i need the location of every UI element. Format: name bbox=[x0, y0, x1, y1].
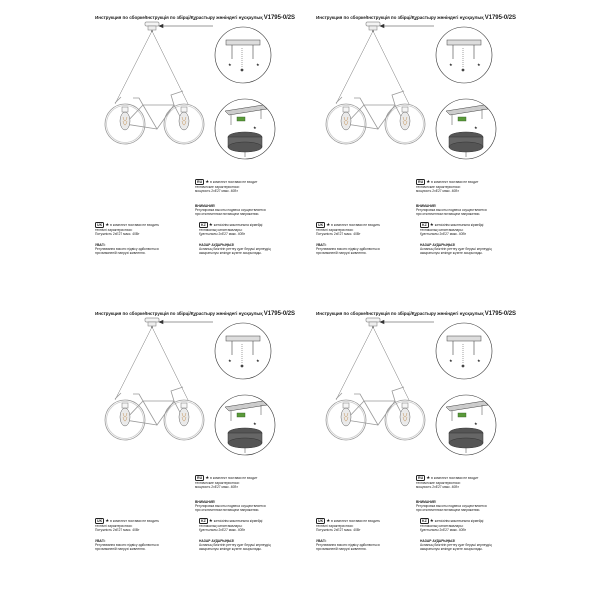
ru-warning-text-1: Регулировка высоты подвеса осуществляется bbox=[195, 208, 266, 212]
assembly-illustration bbox=[95, 317, 340, 477]
uk-warning-title: УВАГІ: bbox=[95, 539, 106, 543]
model-number: V1795-0/2S bbox=[263, 15, 295, 21]
bicycle-lamp-illustration bbox=[105, 387, 204, 440]
kz-star-note: жеткізілім жиынтығына кірмейді bbox=[213, 519, 263, 523]
ru-badge: RU bbox=[197, 180, 203, 184]
svg-text:★: ★ bbox=[449, 358, 453, 363]
mounting-bracket-icon bbox=[215, 27, 271, 83]
ru-warning-text-2: при отключенном питающем напряжении. bbox=[416, 508, 481, 512]
bicycle-lamp-illustration bbox=[326, 91, 425, 144]
canopy-mounting-icon bbox=[436, 99, 496, 159]
star-icon: ★ bbox=[105, 518, 110, 523]
kz-star-note: жеткізілім жиынтығына кірмейді bbox=[434, 519, 484, 523]
ru-spec-label: технические характеристики: bbox=[416, 481, 461, 485]
model-number: V1795-0/2S bbox=[484, 311, 516, 317]
uk-star-note: в комплект поставки не входить bbox=[110, 519, 160, 523]
kz-spec-value: Қуаттылығы 2xE27 макс. 40Вт bbox=[420, 232, 467, 236]
mounting-bracket-icon bbox=[436, 323, 492, 379]
star-icon: ★ bbox=[208, 518, 213, 523]
svg-text:★: ★ bbox=[474, 125, 478, 130]
kz-section bbox=[199, 518, 262, 532]
svg-text:★: ★ bbox=[253, 125, 257, 130]
header-title: Инструкция по сборке/Інструкція по збірці/Құрастыру жөніндегі нұсқаулық bbox=[95, 15, 263, 20]
star-icon: ★ bbox=[429, 518, 434, 523]
kz-spec-label: техникалық сипаттамалары: bbox=[199, 524, 243, 528]
ru-section bbox=[416, 475, 478, 489]
kz-warning-text-2: ажыратылуы кезінде жүзеге асырылады. bbox=[199, 251, 262, 255]
svg-text:★: ★ bbox=[474, 421, 478, 426]
star-icon: ★ bbox=[326, 222, 331, 227]
ceiling-canopy-icon bbox=[366, 318, 380, 328]
uk-section bbox=[316, 518, 380, 532]
bicycle-lamp-illustration bbox=[105, 91, 204, 144]
uk-section bbox=[95, 518, 159, 532]
ru-warning-title: ВНИМАНИЕ! bbox=[416, 500, 437, 504]
ru-star-note: в комплект поставки не входит bbox=[431, 476, 479, 480]
svg-text:★: ★ bbox=[477, 358, 481, 363]
ru-badge: RU bbox=[418, 180, 424, 184]
kz-warning bbox=[420, 539, 492, 551]
uk-star-note: в комплект поставки не входить bbox=[331, 223, 381, 227]
kz-badge: KZ bbox=[422, 519, 427, 523]
uk-warning-title: УВАГІ: bbox=[316, 539, 327, 543]
uk-warning bbox=[316, 243, 380, 255]
uk-badge: UK bbox=[97, 223, 103, 227]
svg-text:★: ★ bbox=[228, 358, 232, 363]
ru-warning-title: ВНИМАНИЕ! bbox=[195, 500, 216, 504]
ru-spec-value: мощность 2xE27 макс. 40Вт bbox=[416, 485, 459, 489]
canopy-mounting-icon bbox=[436, 395, 496, 455]
kz-section bbox=[199, 222, 262, 236]
ceiling-canopy-icon bbox=[366, 22, 380, 32]
instruction-sheet-top-left bbox=[95, 15, 340, 255]
ru-warning bbox=[416, 204, 487, 216]
uk-warning-text-2: при вимкненій напрузі живлення. bbox=[316, 251, 367, 255]
star-icon: ★ bbox=[429, 222, 434, 227]
ru-spec-value: мощность 2xE27 макс. 40Вт bbox=[195, 189, 238, 193]
ru-star-note: в комплект поставки не входит bbox=[210, 180, 258, 184]
ru-warning bbox=[195, 500, 266, 512]
kz-warning-text-2: ажыратылуы кезінде жүзеге асырылады. bbox=[199, 547, 262, 551]
uk-spec-value: Потужність 2xE27 макс. 40Вт bbox=[95, 232, 140, 236]
instruction-sheet-bottom-right bbox=[316, 311, 561, 551]
uk-warning-text-2: при вимкненій напрузі живлення. bbox=[316, 547, 367, 551]
uk-warning bbox=[95, 243, 159, 255]
ru-warning bbox=[416, 500, 487, 512]
kz-warning-text-1: Аспаның биіктігін реттеу қуат берушi кернеудің bbox=[199, 543, 271, 547]
kz-section bbox=[420, 518, 483, 532]
arrow-icon bbox=[159, 24, 213, 27]
header-title: Инструкция по сборке/Інструкція по збірці/Құрастыру жөніндегі нұсқаулық bbox=[316, 15, 484, 20]
uk-spec-label: технічні характеристики: bbox=[95, 524, 133, 528]
kz-spec-value: Қуаттылығы 2xE27 макс. 40Вт bbox=[199, 232, 246, 236]
mounting-bracket-icon bbox=[215, 323, 271, 379]
uk-spec-value: Потужність 2xE27 макс. 40Вт bbox=[316, 528, 361, 532]
ru-warning-text-2: при отключенном питающем напряжении. bbox=[195, 508, 260, 512]
kz-warning bbox=[199, 243, 271, 255]
svg-text:★: ★ bbox=[253, 421, 257, 426]
star-icon: ★ bbox=[426, 475, 431, 480]
star-icon: ★ bbox=[205, 179, 210, 184]
canopy-mounting-icon bbox=[215, 395, 275, 455]
ceiling-canopy-icon bbox=[145, 318, 159, 328]
ru-warning-text-2: при отключенном питающем напряжении. bbox=[416, 212, 481, 216]
star-icon: ★ bbox=[426, 179, 431, 184]
ru-warning bbox=[195, 204, 266, 216]
kz-warning bbox=[420, 243, 492, 255]
star-icon: ★ bbox=[105, 222, 110, 227]
kz-warning-text-2: ажыратылуы кезінде жүзеге асырылады. bbox=[420, 251, 483, 255]
uk-badge: UK bbox=[97, 519, 103, 523]
uk-spec-label: технічні характеристики: bbox=[316, 524, 354, 528]
uk-spec-value: Потужність 2xE27 макс. 40Вт bbox=[316, 232, 361, 236]
kz-spec-value: Қуаттылығы 2xE27 макс. 40Вт bbox=[199, 528, 246, 532]
model-number: V1795-0/2S bbox=[484, 15, 516, 21]
uk-warning-title: УВАГІ: bbox=[95, 243, 106, 247]
uk-warning-text-1: Регулювання висоти підвісу здійснюється bbox=[316, 543, 380, 547]
ru-spec-value: мощность 2xE27 макс. 40Вт bbox=[416, 189, 459, 193]
assembly-illustration bbox=[316, 317, 561, 477]
uk-warning-text-1: Регулювання висоти підвісу здійснюється bbox=[95, 543, 159, 547]
uk-section bbox=[95, 222, 159, 236]
kz-star-note: жеткізілім жиынтығына кірмейді bbox=[434, 223, 484, 227]
ru-spec-label: технические характеристики: bbox=[416, 185, 461, 189]
ru-warning-text-1: Регулировка высоты подвеса осуществляется bbox=[195, 504, 266, 508]
ru-warning-text-1: Регулировка высоты подвеса осуществляется bbox=[416, 504, 487, 508]
star-icon: ★ bbox=[205, 475, 210, 480]
ru-section bbox=[195, 475, 257, 489]
uk-warning-title: УВАГІ: bbox=[316, 243, 327, 247]
arrow-icon bbox=[159, 320, 213, 323]
uk-badge: UK bbox=[318, 519, 324, 523]
kz-spec-label: техникалық сипаттамалары: bbox=[420, 228, 464, 232]
instruction-sheet-top-right bbox=[316, 15, 561, 255]
kz-warning-title: НАЗАР АУДАРЫҢЫЗ! bbox=[420, 243, 456, 247]
ru-warning-text-1: Регулировка высоты подвеса осуществляется bbox=[416, 208, 487, 212]
canopy-mounting-icon bbox=[215, 99, 275, 159]
uk-badge: UK bbox=[318, 223, 324, 227]
kz-warning bbox=[199, 539, 271, 551]
uk-star-note: в комплект поставки не входить bbox=[331, 519, 381, 523]
arrow-icon bbox=[380, 320, 434, 323]
kz-warning-text-1: Аспаның биіктігін реттеу қуат берушi кернеудің bbox=[420, 543, 492, 547]
instruction-sheet-bottom-left bbox=[95, 311, 340, 551]
arrow-icon bbox=[380, 24, 434, 27]
ru-spec-value: мощность 2xE27 макс. 40Вт bbox=[195, 485, 238, 489]
uk-warning bbox=[95, 539, 159, 551]
kz-warning-text-1: Аспаның биіктігін реттеу қуат берушi кернеудің bbox=[420, 247, 492, 251]
ru-section bbox=[195, 179, 257, 193]
ru-spec-label: технические характеристики: bbox=[195, 185, 240, 189]
uk-warning-text-2: при вимкненій напрузі живлення. bbox=[95, 547, 146, 551]
uk-spec-value: Потужність 2xE27 макс. 40Вт bbox=[95, 528, 140, 532]
star-icon: ★ bbox=[326, 518, 331, 523]
ru-star-note: в комплект поставки не входит bbox=[431, 180, 479, 184]
kz-warning-text-1: Аспаның биіктігін реттеу қуат берушi кернеудің bbox=[199, 247, 271, 251]
uk-warning-text-2: при вимкненій напрузі живлення. bbox=[95, 251, 146, 255]
uk-warning-text-1: Регулювання висоти підвісу здійснюється bbox=[95, 247, 159, 251]
kz-warning-text-2: ажыратылуы кезінде жүзеге асырылады. bbox=[420, 547, 483, 551]
ru-star-note: в комплект поставки не входит bbox=[210, 476, 258, 480]
bicycle-lamp-illustration bbox=[326, 387, 425, 440]
kz-warning-title: НАЗАР АУДАРЫҢЫЗ! bbox=[420, 539, 456, 543]
kz-warning-title: НАЗАР АУДАРЫҢЫЗ! bbox=[199, 539, 235, 543]
uk-star-note: в комплект поставки не входить bbox=[110, 223, 160, 227]
uk-warning bbox=[316, 539, 380, 551]
kz-badge: KZ bbox=[201, 223, 206, 227]
kz-star-note: жеткізілім жиынтығына кірмейді bbox=[213, 223, 263, 227]
header-title: Инструкция по сборке/Інструкція по збірці/Құрастыру жөніндегі нұсқаулық bbox=[316, 311, 484, 316]
ru-warning-title: ВНИМАНИЕ! bbox=[195, 204, 216, 208]
uk-spec-label: технічні характеристики: bbox=[316, 228, 354, 232]
kz-spec-value: Қуаттылығы 2xE27 макс. 40Вт bbox=[420, 528, 467, 532]
assembly-illustration bbox=[316, 21, 561, 181]
uk-section bbox=[316, 222, 380, 236]
mounting-bracket-icon bbox=[436, 27, 492, 83]
ru-section bbox=[416, 179, 478, 193]
ru-warning-title: ВНИМАНИЕ! bbox=[416, 204, 437, 208]
ru-spec-label: технические характеристики: bbox=[195, 481, 240, 485]
ceiling-canopy-icon bbox=[145, 22, 159, 32]
kz-spec-label: техникалық сипаттамалары: bbox=[199, 228, 243, 232]
svg-text:★: ★ bbox=[256, 62, 260, 67]
svg-text:★: ★ bbox=[449, 62, 453, 67]
svg-text:★: ★ bbox=[228, 62, 232, 67]
star-icon: ★ bbox=[208, 222, 213, 227]
ru-badge: RU bbox=[197, 476, 203, 480]
kz-badge: KZ bbox=[422, 223, 427, 227]
model-number: V1795-0/2S bbox=[263, 311, 295, 317]
kz-badge: KZ bbox=[201, 519, 206, 523]
ru-badge: RU bbox=[418, 476, 424, 480]
kz-section bbox=[420, 222, 483, 236]
header-title: Инструкция по сборке/Інструкція по збірці/Құрастыру жөніндегі нұсқаулық bbox=[95, 311, 263, 316]
svg-text:★: ★ bbox=[256, 358, 260, 363]
kz-spec-label: техникалық сипаттамалары: bbox=[420, 524, 464, 528]
assembly-illustration bbox=[95, 21, 340, 181]
svg-text:★: ★ bbox=[477, 62, 481, 67]
uk-spec-label: технічні характеристики: bbox=[95, 228, 133, 232]
ru-warning-text-2: при отключенном питающем напряжении. bbox=[195, 212, 260, 216]
uk-warning-text-1: Регулювання висоти підвісу здійснюється bbox=[316, 247, 380, 251]
kz-warning-title: НАЗАР АУДАРЫҢЫЗ! bbox=[199, 243, 235, 247]
